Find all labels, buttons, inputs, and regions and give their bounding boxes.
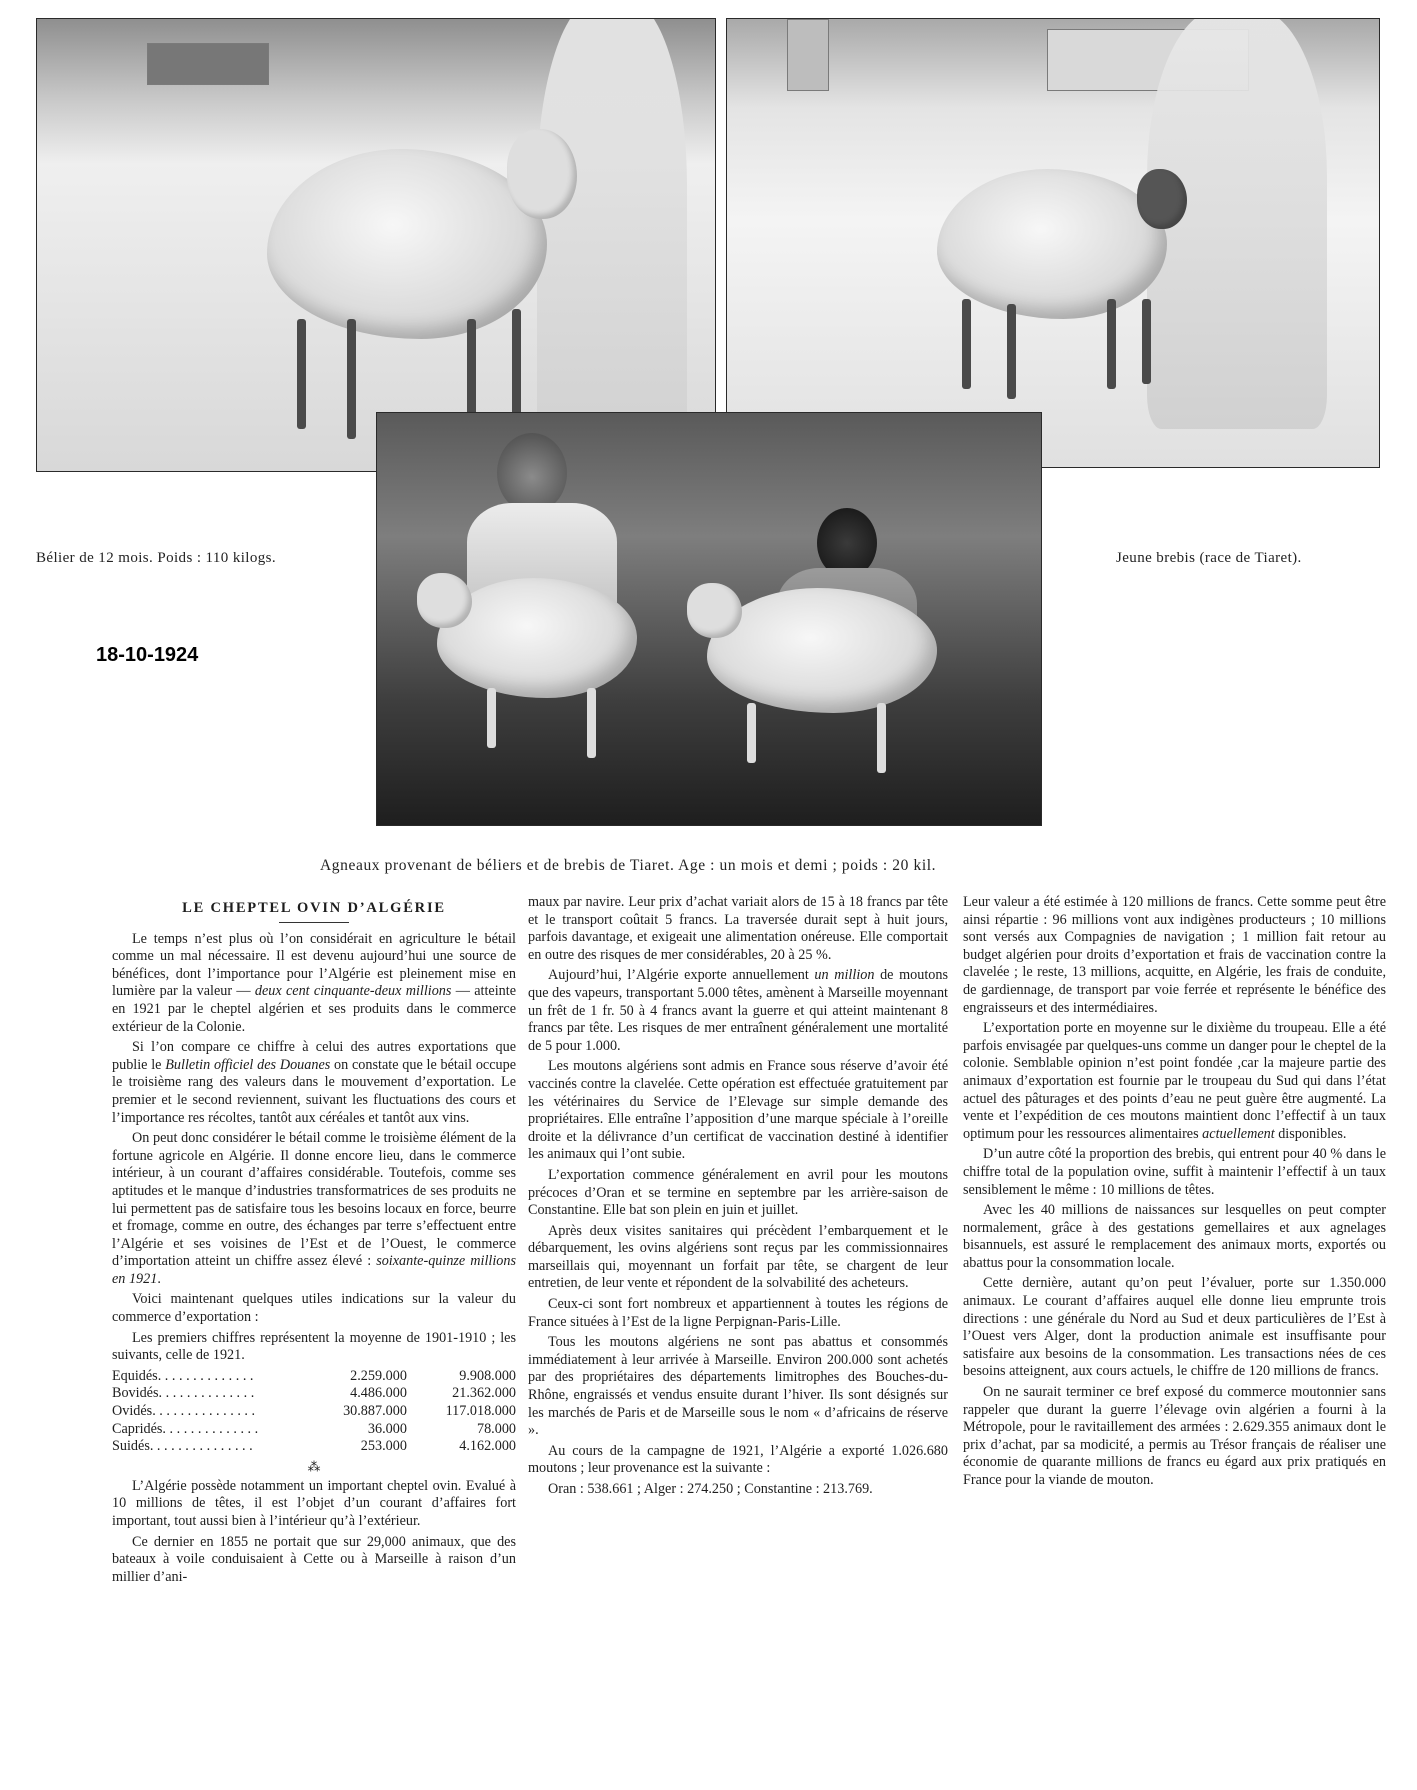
table-row: Ovidés. . . . . . . . . . . . . . . 30.887.000 117.018.000 xyxy=(112,1403,516,1420)
paragraph: Ce dernier en 1855 ne portait que sur 29,000 animaux, que des bateaux à voile conduisaient à Cette ou à Marseille à raison d’un millier d’ani- xyxy=(112,1533,516,1585)
handler-figure xyxy=(537,18,687,469)
lamb-head xyxy=(687,583,742,638)
asterism-divider: ⁂ xyxy=(307,1458,321,1474)
ewe-leg xyxy=(1107,299,1116,389)
paragraph: maux par navire. Leur prix d’achat variait alors de 15 à 18 francs par tête et le transport coûtait 5 francs. La traversée durait sept à huit jours, parfois davantage, et exigeait une alimentation onéreuse. Elle comportait en outre des risques de mer considérables, 20 à 25 %. xyxy=(528,894,948,963)
paragraph: Les premiers chiffres représentent la moyenne de 1901-1910 ; les suivants, celle de 1921. xyxy=(112,1329,516,1364)
paragraph: Le temps n’est plus où l’on considérait en agriculture le bétail comme un mal nécessaire. Il est devenu aujourd’hui une source de bénéfices, dont l’importance pour l’Algérie est pleinement mise en lumière par la valeur — deux cent cinquante-deux millions — atteinte en 1921 par le cheptel algérien et ses produits dans le commerce extérieur de la Colonie. xyxy=(112,930,516,1035)
photo-lambs xyxy=(376,412,1042,826)
paragraph: Au cours de la campagne de 1921, l’Algérie a exporté 1.026.680 moutons ; leur provenance est la suivante : xyxy=(528,1442,948,1477)
ewe-leg xyxy=(1142,299,1151,384)
table-row: Equidés. . . . . . . . . . . . . . 2.259.000 9.908.000 xyxy=(112,1367,516,1384)
ram-body xyxy=(267,149,547,339)
ram-leg xyxy=(467,319,476,424)
paragraph: D’un autre côté la proportion des brebis, qui entrent pour 40 % dans le chiffre total de la population ovine, suffit à maintenir l’effectif à un taux sensiblement le même : 10 millions de têtes. xyxy=(963,1146,1386,1198)
paragraph: On ne saurait terminer ce bref exposé du commerce moutonnier sans rappeler que durant la guerre l’élevage ovin algérien a fourni à la Métropole, pour le ravitaillement des armées : 2.629.355 animaux dont le prix d’achat, par sa modicité, a permis au Trésor français de réaliser une économie de quarante millions de francs eu égard aux prix pratiqués en France pour la viande de mouton. xyxy=(963,1384,1386,1488)
paragraph: Si l’on compare ce chiffre à celui des autres exportations que publie le Bulletin officiel des Douanes on constate que le bétail occupe le troisième rang des valeurs dans le mouvement d’exportation. Le premier et le second reviennent, suivant les fluctuations des cours et l’importance res récoltes, tantôt aux céréales et tantôt aux vins. xyxy=(112,1039,516,1126)
photo-ewe xyxy=(726,18,1380,468)
paragraph: L’Algérie possède notamment un important cheptel ovin. Evalué à 10 millions de têtes, il est l’objet d’un courant d’affaires fort important, tout aussi bien à l’intérieur qu’à l’extérieur. xyxy=(112,1477,516,1529)
article-column-1 xyxy=(112,894,516,1589)
lamb-leg xyxy=(587,688,596,758)
lamb-leg xyxy=(487,688,496,748)
paragraph: Ceux-ci sont fort nombreux et appartiennent à toutes les régions de France situées à l’Est de la ligne Perpignan-Paris-Lille. xyxy=(528,1296,948,1330)
ram-head xyxy=(507,129,577,219)
caption-ram: Bélier de 12 mois. Poids : 110 kilogs. xyxy=(36,550,277,566)
boy-head xyxy=(497,433,567,513)
paragraph: Les moutons algériens sont admis en France sous réserve d’avoir été vaccinés contre la clavelée. Cette opération est effectuée gratuitement par les vétérinaires du Service de l’Elevage sur simple demande des propriétaires. Elle entraîne l’apposition d’une marque spéciale à l’oreille droite et la délivrance d’un certificat de vaccination destiné à identifier les animaux qui l’ont subie. xyxy=(528,1058,948,1163)
caption-ewe: Jeune brebis (race de Tiaret). xyxy=(1116,550,1302,566)
ram-leg xyxy=(297,319,306,429)
paragraph: Aujourd’hui, l’Algérie exporte annuellement un million de moutons que des vapeurs, transportant 5.000 têtes, amènent à Marseille moyennant un frêt de 1 fr. 50 à 4 francs avant la guerre et qui atteint maintenant 8 francs par tête. Les risques de mer entraînent généralement une mortalité de 5 pour 1.000. xyxy=(528,967,948,1054)
paragraph: On peut donc considérer le bétail comme le troisième élément de la fortune agricole en Algérie. Il donne encore lieu, dans le commerce intérieur, à un courant d’affaires considérable. Toutefois, comme ses aptitudes et le manque d’industries transformatrices de ses produits ne lui permettent pas de satisfaire tous les besoins locaux en force, beurre et fromage, comme en outre, des échanges par terre s’effectuent entre l’Algérie et ses voisines de l’Est et de l’Ouest, le commerce d’importation atteint un chiffre assez élevé : soixante-quinze millions en 1921. xyxy=(112,1130,516,1287)
chimney xyxy=(787,19,829,91)
paragraph: L’exportation commence généralement en avril pour les moutons précoces d’Oran et se termine en septembre par les arrière-saison de Constantine. Elle bat son plein en juin et juillet. xyxy=(528,1166,948,1219)
paragraph: Avec les 40 millions de naissances sur lesquelles on peut compter normalement, grâce à des gestations gemellaires et aux agnelages bisannuels, est assuré le remplacement des animaux morts, exportés ou abattus pour la consommation locale. xyxy=(963,1202,1386,1271)
ewe-leg xyxy=(962,299,971,389)
paragraph: Après deux visites sanitaires qui précèdent l’embarquement et le débarquement, les ovins algériens sont reçus par les commissionnaires marseillais qui, moyennant un forfait par tête, se chargent de leur entretien, de leur vente et répondent de la solvabilité des acheteurs. xyxy=(528,1222,948,1292)
paragraph: Voici maintenant quelques utiles indications sur la valeur du commerce d’exportation : xyxy=(112,1291,516,1326)
table-row: Suidés. . . . . . . . . . . . . . . 253.000 4.162.000 xyxy=(112,1438,516,1455)
ewe-body xyxy=(937,169,1167,319)
ewe-head xyxy=(1137,169,1187,229)
article-column-2 xyxy=(528,894,948,1502)
lamb-leg xyxy=(747,703,756,763)
paragraph: Leur valeur a été estimée à 120 millions de francs. Cette somme peut être ainsi répartie : 96 millions vont aux indigènes producteurs ; 10 millions sont versés aux Compagnies de navigation ; 1 million fait retour au budget algérien pour droits d’exportation et frais de vaccination contre la clavelée ; le reste, 13 millions, acquitte, en Algérie, les frais de conduite, de gardiennage, de transport par voie ferrée et représente le bénéfice des engraisseurs et des intermédiaires. xyxy=(963,894,1386,1016)
paragraph: Cette dernière, autant qu’on peut l’évaluer, porte sur 1.350.000 animaux. Le courant d’affaires auquel elle donne lieu emprunte trois directions : une générale du Nord au Sud et deux particulières de l’Est à l’Ouest vers Alger, dont la production animale est insuffisante pour satisfaire aux besoins de la consommation. Les transactions nées de ces besoins atteignent, aux cours actuels, le chiffre de 120 millions de francs. xyxy=(963,1275,1386,1380)
headline-rule xyxy=(279,922,349,923)
date-stamp: 18-10-1924 xyxy=(96,644,199,666)
photo-ram xyxy=(36,18,716,472)
caption-lambs: Agneaux provenant de béliers et de brebis de Tiaret. Age : un mois et demi ; poids : 20 kil. xyxy=(320,857,937,874)
lamb-head xyxy=(417,573,472,628)
paragraph: Oran : 538.661 ; Alger : 274.250 ; Constantine : 213.769. xyxy=(548,1481,873,1497)
paragraph: L’exportation porte en moyenne sur le dixième du troupeau. Elle a été parfois envisagée par quelques-uns comme un danger pour le cheptel de la colonie. Semblable opinion n’est point fondée ,car la majeure partie des animaux d’exportation est fournie par le troupeau du Sud qui dans l’état actuel des pâturages et des points d’eau ne peut guère être augmenté. La vente et l’expédition de ces moutons maintient donc l’effectif à un taux optimum pour les ressources alimentaires actuellement disponibles. xyxy=(963,1020,1386,1142)
cart-silhouette xyxy=(147,43,269,85)
table-row: Capridés. . . . . . . . . . . . . . 36.000 78.000 xyxy=(112,1420,516,1437)
export-stats-table xyxy=(112,1368,516,1456)
table-row: Bovidés. . . . . . . . . . . . . . 4.486.000 21.362.000 xyxy=(112,1385,516,1402)
paragraph: Tous les moutons algériens ne sont pas abattus et consommés immédiatement à leur arrivée à Marseille. Environ 200.000 sont achetés par des propriétaires des départements limitrophes des Bouches-du-Rhône, engraissés et vendus ensuite durant l’hiver. Ils sont désignés sur les marchés de Paris et de Marseille sous le nom « d’africains de réserve ». xyxy=(528,1334,948,1439)
lamb-leg xyxy=(877,703,886,773)
ewe-leg xyxy=(1007,304,1016,399)
article-headline: LE CHEPTEL OVIN D’ALGÉRIE xyxy=(182,900,446,916)
ram-leg xyxy=(512,309,521,424)
article-column-3 xyxy=(963,894,1386,1493)
ram-leg xyxy=(347,319,356,439)
